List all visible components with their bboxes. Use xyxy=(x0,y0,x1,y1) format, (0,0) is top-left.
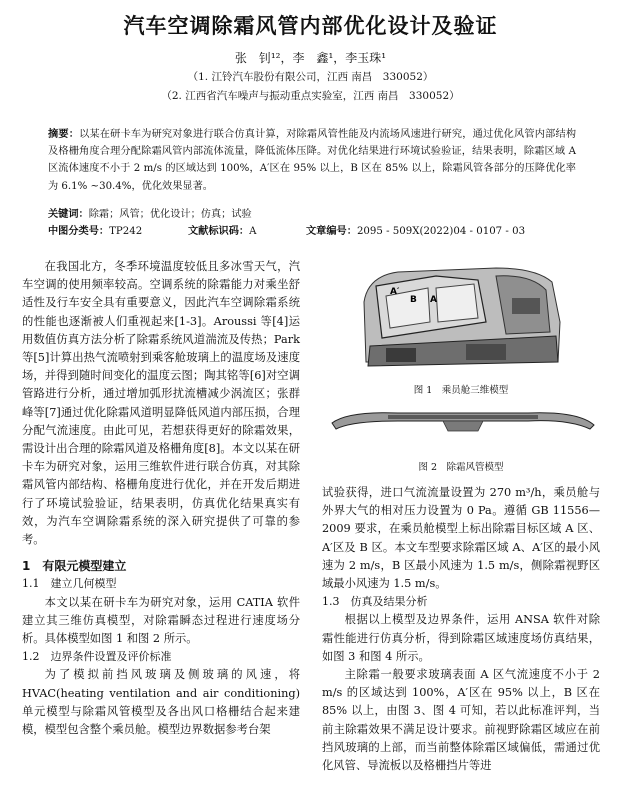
section-heading-1-1: 1.1 建立几何模型 xyxy=(22,577,117,591)
abstract xyxy=(48,126,576,195)
zone-label-a: A xyxy=(430,295,437,305)
left-column xyxy=(22,258,300,739)
figure-1-cab-model xyxy=(346,262,578,374)
paragraph-1-3b: 主除霜一般要求玻璃表面 A 区气流速度不小于 2 m/s 的区域达到 100%，A′区在 95% 以上，B 区在 85% 以上，由图 3、图 4 可知，若以此标准评判，当前主除霜效果不满足设计要求。前视野除霜区域应在前挡风玻璃的上部，而当前整体除霜区域偏低，需通过优化风管、导流板以及格栅挡片等进 xyxy=(322,668,600,773)
section-heading-1-2: 1.2 边界条件设置及评价标准 xyxy=(22,650,172,664)
paragraph-boundary-cont: 试验获得，进口气流流量设置为 270 m³/h，乘员舱与外界大气的相对压力设置为 0 Pa。遵循 GB 11556—2009 要求，在乘员舱模型上标出除霜目标区域 A 区、A′区及 B 区。本文车型要求除霜区域 A、A′区的最小风速为 2 m/s，B 区最小风速为 1.5 m/s，侧除霜视野区域最小风速为 1.5 m/s。 xyxy=(322,486,600,591)
keywords-label: 关键词： xyxy=(48,209,89,220)
paper-title: 汽车空调除霜风管内部优化设计及验证 xyxy=(123,14,498,38)
cab-model-illustration xyxy=(346,262,578,374)
clc-value: TP242 xyxy=(109,226,143,237)
author-list: 张 钊¹²，李 鑫¹，李玉珠¹ xyxy=(234,51,387,65)
keywords xyxy=(48,205,252,220)
paragraph-1-3a: 根据以上模型及边界条件，运用 ANSA 软件对除霜性能进行仿真分析，得到除霜区域速度场仿真结果，如图 3 和图 4 所示。 xyxy=(322,613,600,663)
section-heading-1: 1 有限元模型建立 xyxy=(22,559,127,574)
paragraph-1-1: 本文以某在研卡车为研究对象，运用 CATIA 软件建立其三维仿真模型，对除霜瞬态过程进行速度场分析。具体模型如图 1 和图 2 所示。 xyxy=(22,595,300,646)
clc-label: 中图分类号： xyxy=(48,226,110,237)
defrost-duct-illustration xyxy=(328,403,598,439)
figure-1-caption: 图 1 乘员舱三维模型 xyxy=(413,385,509,396)
article-value: 2095 - 509X(2022)04 - 0107 - 03 xyxy=(356,226,526,237)
section-heading-1-3: 1.3 仿真及结果分析 xyxy=(322,595,428,609)
abstract-label: 摘要： xyxy=(48,129,80,140)
zone-label-b: B xyxy=(410,295,417,305)
keywords-text: 除霜；风管；优化设计；仿真；试验 xyxy=(88,209,252,220)
doc-value: A xyxy=(249,226,257,237)
doc-label: 文献标识码： xyxy=(188,226,250,237)
affiliation-2: （2. 江西省汽车噪声与振动重点实验室，江西 南昌 330052） xyxy=(161,90,460,102)
zone-label-a-prime: A′ xyxy=(390,287,400,297)
figure-2-duct-model xyxy=(328,403,598,439)
figure-2-caption: 图 2 除霜风管模型 xyxy=(418,462,504,473)
right-column xyxy=(322,484,600,775)
intro-paragraph: 在我国北方，冬季环境温度较低且多冰雪天气，汽车空调的使用频率较高。空调系统的除霜能力对乘坐舒适性及行车安全具有重要意义，因此汽车空调除霜系统的性能也逐渐被人们重视起来[1-3]。Aroussi 等[4]运用数值仿真方法分析了除霜系统风道湍流及传热；Park 等[5]计算出热气流喷射到乘客舱玻璃上的温度场及速度场，并得到随时间变化的温度云图；陶其铭等[6]对空调管路进行分析，通过增加弧形扰流槽减少涡流区；张群峰等[7]通过优化除霜风道明显降低风道内部压损，合理分配气流速度。由此可见，若想获得更好的除霜效果，需设计出合理的除霜风道及格栅角度[8]。本文以某在研卡车为研究对象，运用三维软件进行联合仿真，对其除霜风管内部结构、格栅角度进行优化，并在开发后期进行了环境试验验证，结果表明，仿真优化结果真实有效，为汽车空调除霜系统的深入研究提供了可靠的参考。 xyxy=(22,260,300,547)
affiliation-1: （1. 江铃汽车股份有限公司，江西 南昌 330052） xyxy=(187,71,434,83)
paragraph-1-2: 为了模拟前挡风玻璃及侧玻璃的风速，将 HVAC(heating ventilation and air conditioning)单元模型与除霜风管模型及各出风口格栅结合起来建模，模型包含整个乘员舱。模型边界数据参考台架 xyxy=(22,668,300,737)
abstract-text: 以某在研卡车为研究对象进行联合仿真计算，对除霜风管性能及内流场风速进行研究，通过优化风管内部结构及格栅角度合理分配除霜风管内部流体流量，降低流体压降。对优化结果进行环境试验验证，结果表明，除霜区域 A 区流体速度不小于 2 m/s 的区域达到 100%，A′区在 95% 以上，B 区在 85% 以上，除霜风管各部分的压降优化率为 6.1% ~30.4%，优化效果显著。 xyxy=(48,129,577,192)
article-label: 文章编号： xyxy=(306,226,357,237)
